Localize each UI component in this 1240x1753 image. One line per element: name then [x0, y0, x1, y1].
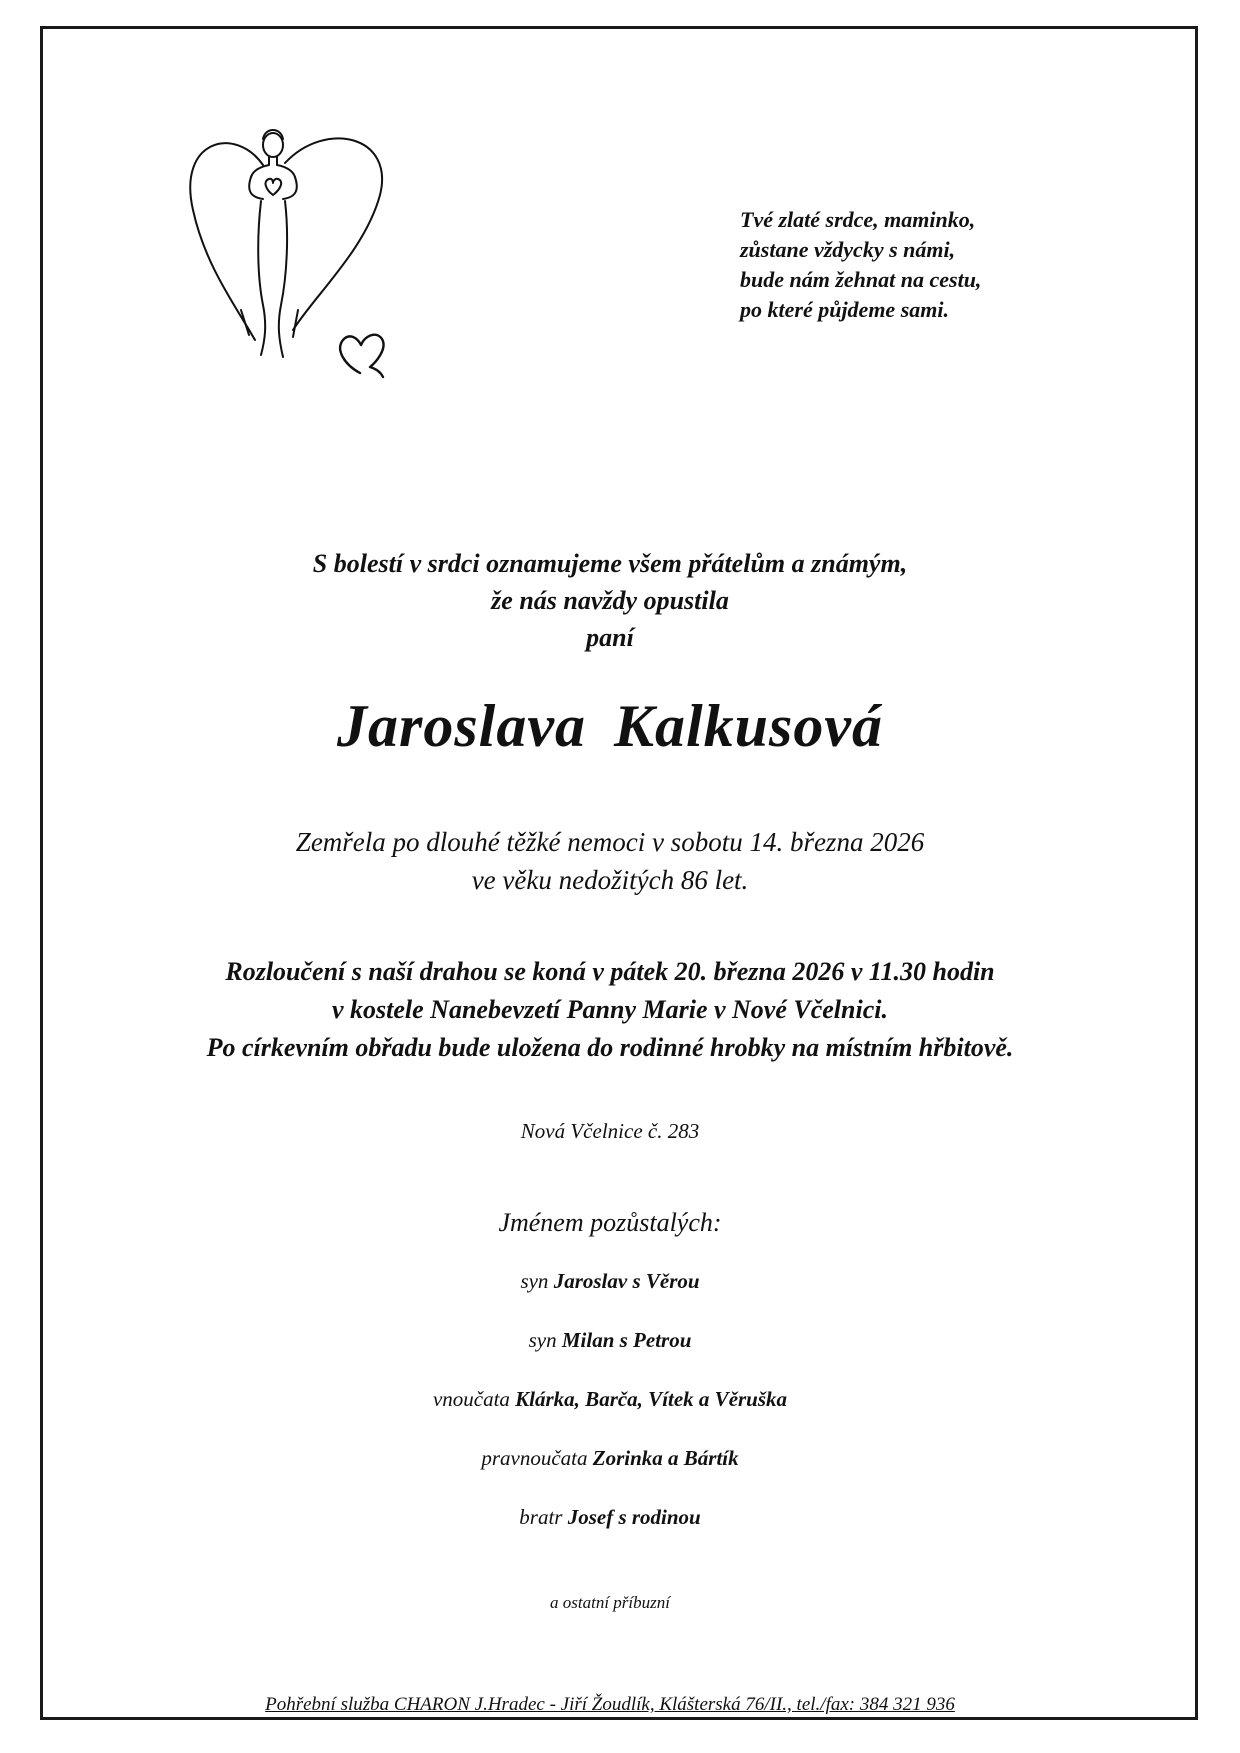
- family-names: Zorinka a Bártík: [592, 1446, 739, 1470]
- family-names: Klárka, Barča, Vítek a Věruška: [515, 1387, 788, 1411]
- announcement-line: že nás navždy opustila: [491, 586, 729, 615]
- announcement-line: paní: [586, 623, 634, 652]
- family-relation: syn: [520, 1269, 549, 1293]
- announcement: [40, 545, 1180, 656]
- survivors-title: Jménem pozůstalých:: [498, 1208, 722, 1237]
- memorial-quote: [740, 205, 981, 325]
- farewell-details: [40, 953, 1180, 1067]
- family-names: Milan s Petrou: [561, 1328, 692, 1352]
- last-name: Kalkusová: [613, 693, 884, 759]
- announcement-line: S bolestí v srdci oznamujeme všem přátelům a známým,: [312, 549, 908, 578]
- address: Nová Včelnice č. 283: [520, 1119, 700, 1143]
- family-row: [40, 1325, 1180, 1384]
- farewell-line: Po církevním obřadu bude uložena do rodinné hrobky na místním hřbitově.: [206, 1033, 1014, 1062]
- family-row: [40, 1443, 1180, 1502]
- family-row: [40, 1384, 1180, 1443]
- family-relation: pravnoučata: [481, 1446, 588, 1470]
- angel-with-heart-icon: [185, 125, 435, 410]
- family-names: Josef s rodinou: [567, 1505, 701, 1529]
- family-relation: syn: [528, 1328, 557, 1352]
- farewell-line: v kostele Nanebevzetí Panny Marie v Nové Včelnici.: [332, 995, 888, 1024]
- farewell-line: Rozloučení s naší drahou se koná v pátek 20. března 2026 v 11.30 hodin: [225, 957, 995, 986]
- funeral-service-footer: Pohřební služba CHARON J.Hradec - Jiří Žoudlík, Klášterská 76/II., tel./fax: 384 321 936: [265, 1694, 955, 1715]
- family-row: [40, 1502, 1180, 1561]
- death-line: ve věku nedožitých 86 let.: [471, 865, 749, 895]
- family-list: [40, 1266, 1180, 1561]
- family-names: Jaroslav s Věrou: [553, 1269, 700, 1293]
- family-row: [40, 1266, 1180, 1325]
- other-relatives: a ostatní příbuzní: [550, 1593, 670, 1612]
- deceased-name: [40, 688, 1180, 764]
- family-relation: vnoučata: [432, 1387, 510, 1411]
- death-line: Zemřela po dlouhé těžké nemoci v sobotu 14. března 2026: [295, 827, 925, 857]
- first-name: Jaroslava: [336, 693, 586, 759]
- quote-line: Tvé zlaté srdce, maminko,: [740, 207, 976, 232]
- quote-line: bude nám žehnat na cestu,: [740, 267, 982, 292]
- quote-line: zůstane vždycky s námi,: [740, 237, 956, 262]
- death-notice: [40, 823, 1180, 899]
- heart-icon: [340, 335, 383, 377]
- quote-line: po které půjdeme sami.: [740, 297, 949, 322]
- family-relation: bratr: [519, 1505, 563, 1529]
